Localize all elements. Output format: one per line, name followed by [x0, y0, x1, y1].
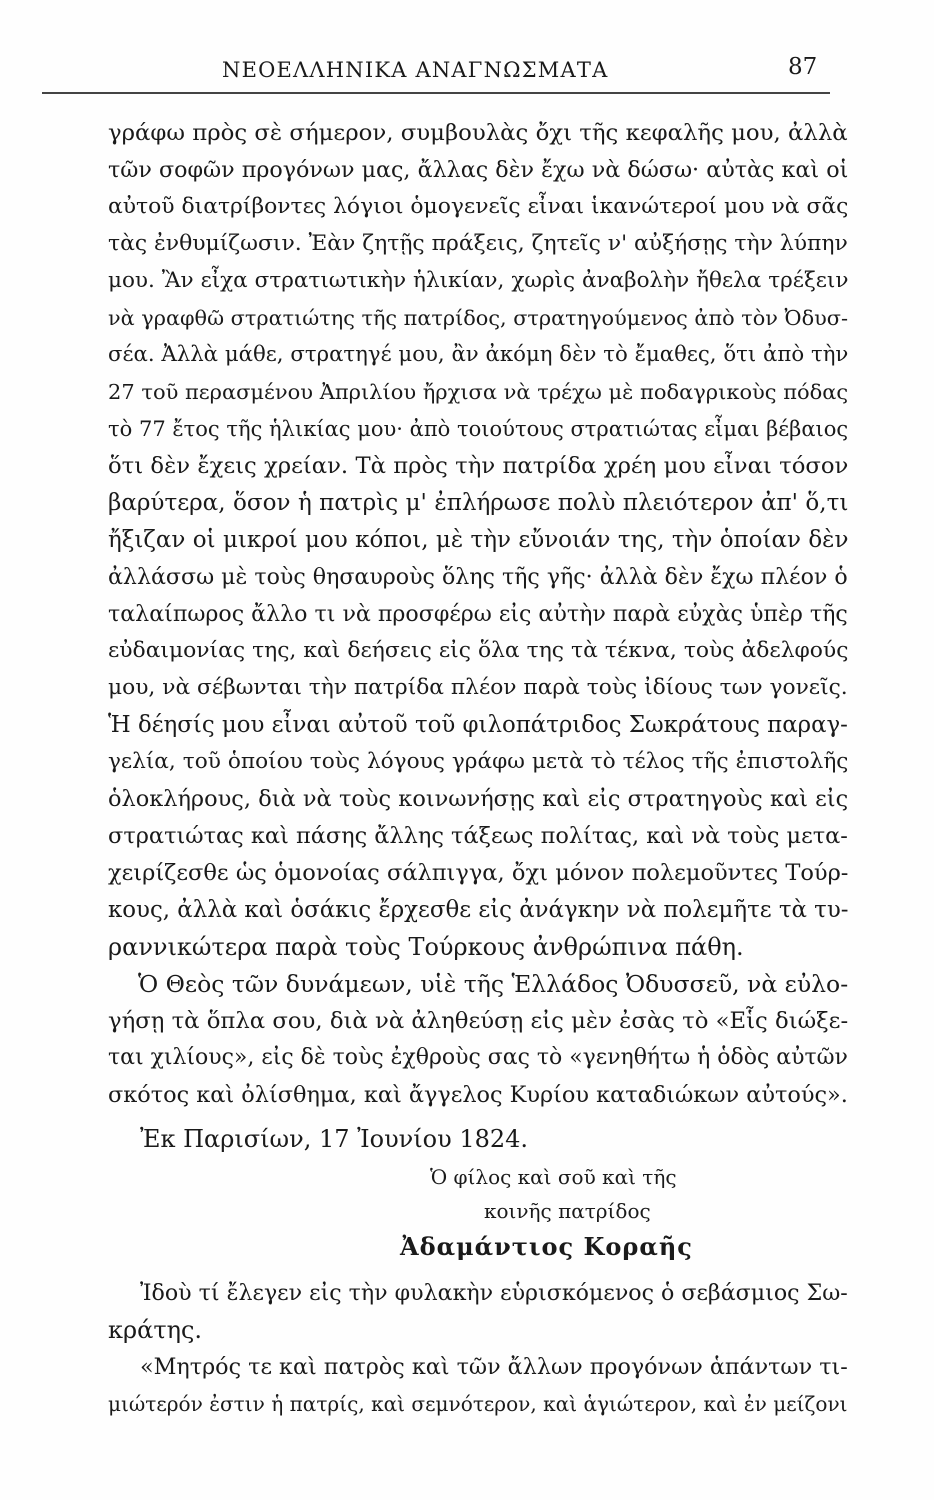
running-title: ΝΕΟΕΛΛΗΝΙΚΑ ΑΝΑΓΝΩΣΜΑΤΑ	[222, 58, 609, 82]
page-number: 87	[788, 54, 818, 80]
text-line: μου, νὰ σέβωνται τὴν πατρίδα πλέον παρὰ τοὺς ἰδίους των γονεῖς.	[108, 675, 848, 700]
text-line: Ἰδοὺ τί ἔλεγεν εἰς τὴν φυλακὴν εὑρισκόμενος ὁ σεβάσμιος Σω-	[140, 1280, 848, 1306]
text-line: Ἡ δέησίς μου εἶναι αὐτοῦ τοῦ φιλοπάτριδος Σωκράτους παραγ-	[108, 712, 848, 738]
text-line: ἤξιζαν οἱ μικροί μου κόποι, μὲ τὴν εὔνοιάν της, τὴν ὁποίαν δὲν	[108, 527, 849, 553]
text-line: σκότος καὶ ὀλίσθημα, καὶ ἄγγελος Κυρίου καταδιώκων αὐτούς».	[108, 1082, 848, 1108]
signature: Ἀδαμάντιος Κοραῆς	[400, 1232, 693, 1261]
header-rule	[42, 92, 830, 94]
text-line: Ὁ Θεὸς τῶν δυνάμεων, υἱὲ τῆς Ἑλλάδος Ὀδυσσεῦ, νὰ εὐλο-	[138, 970, 849, 998]
dateline: Ἐκ Παρισίων, 17 Ἰουνίου 1824.	[140, 1125, 529, 1153]
text-line: βαρύτερα, ὅσον ἡ πατρὶς μ' ἐπλήρωσε πολὺ πλειότερον ἀπ' ὅ,τι	[108, 490, 849, 516]
text-line: τὸ 77 ἔτος τῆς ἡλικίας μου· ἀπὸ τοιούτους στρατιώτας εἶμαι βέβαιος	[108, 416, 849, 441]
text-line: γελία, τοῦ ὁποίου τοὺς λόγους γράφω μετὰ τὸ τέλος τῆς ἐπιστολῆς	[108, 749, 849, 774]
closing-line: κοινῆς πατρίδος	[484, 1199, 651, 1223]
closing-line: Ὁ φίλος καὶ σοῦ καὶ τῆς	[430, 1165, 677, 1189]
text-line: ὅτι δὲν ἔχεις χρείαν. Τὰ πρὸς τὴν πατρίδα χρέη μου εἶναι τόσον	[108, 453, 849, 479]
text-line: ταλαίπωρος ἄλλο τι νὰ προσφέρω εἰς αὐτὴν παρὰ εὐχὰς ὑπὲρ τῆς	[108, 601, 848, 627]
text-line: κράτης.	[108, 1316, 203, 1344]
text-line: ται χιλίους», εἰς δὲ τοὺς ἐχθροὺς σας τὸ «γενηθήτω ἡ ὁδὸς αὐτῶν	[108, 1045, 848, 1070]
text-line: ὁλοκλήρους, διὰ νὰ τοὺς κοινωνήσῃς καὶ εἰς στρατηγοὺς καὶ εἰς	[108, 786, 849, 812]
text-line: κους, ἀλλὰ καὶ ὁσάκις ἔρχεσθε εἰς ἀνάγκην νὰ πολεμῆτε τὰ τυ-	[108, 897, 849, 923]
text-line: χειρίζεσθε ὡς ὁμονοίας σάλπιγγα, ὄχι μόνον πολεμοῦντες Τούρ-	[108, 860, 849, 886]
text-line: εὐδαιμονίας της, καὶ δεήσεις εἰς ὅλα της τὰ τέκνα, τοὺς ἀδελφούς	[108, 638, 849, 663]
text-line: νὰ γραφθῶ στρατιώτης τῆς πατρίδος, στρατηγούμενος ἀπὸ τὸν Ὀδυσ-	[108, 306, 848, 330]
text-line: «Μητρός τε καὶ πατρὸς καὶ τῶν ἄλλων προγόνων ἁπάντων τι-	[140, 1354, 848, 1380]
text-line: τὰς ἐνθυμίζωσιν. Ἐὰν ζητῇς πράξεις, ζητεῖς ν' αὐξήσῃς τὴν λύπην	[108, 231, 848, 256]
text-line: αὐτοῦ διατρίβοντες λόγιοι ὁμογενεῖς εἶναι ἱκανώτεροί μου νὰ σᾶς	[108, 194, 849, 219]
text-line: στρατιώτας καὶ πάσης ἄλλης τάξεως πολίτας, καὶ νὰ τοὺς μετα-	[108, 823, 848, 849]
text-line: τῶν σοφῶν προγόνων μας, ἄλλας δὲν ἔχω νὰ δώσω· αὐτὰς καὶ οἱ	[108, 157, 849, 183]
running-header	[0, 50, 934, 90]
text-line: γήσῃ τὰ ὅπλα σου, διὰ νὰ ἀληθεύσῃ εἰς μὲν ἐσὰς τὸ «Εἷς διώξε-	[108, 1008, 849, 1034]
text-line: γράφω πρὸς σὲ σήμερον, συμβουλὰς ὄχι τῆς κεφαλῆς μου, ἀλλὰ	[108, 120, 848, 146]
text-line: σέα. Ἀλλὰ μάθε, στρατηγέ μου, ἂν ἀκόμη δὲν τὸ ἔμαθες, ὅτι ἀπὸ τὴν	[108, 342, 849, 367]
text-line: ραννικώτερα παρὰ τοὺς Τούρκους ἀνθρώπινα πάθη.	[108, 933, 744, 961]
text-line: μιώτερόν ἐστιν ἡ πατρίς, καὶ σεμνότερον, καὶ ἁγιώτερον, καὶ ἐν μείζονι	[108, 1392, 848, 1416]
text-line: ἀλλάσσω μὲ τοὺς θησαυροὺς ὅλης τῆς γῆς· ἀλλὰ δὲν ἔχω πλέον ὁ	[108, 564, 848, 590]
text-line: μου. Ἂν εἶχα στρατιωτικὴν ἡλικίαν, χωρὶς ἀναβολὴν ἤθελα τρέξειν	[108, 268, 849, 293]
text-line: 27 τοῦ περασμένου Ἀπριλίου ἤρχισα νὰ τρέχω μὲ ποδαγρικοὺς πόδας	[108, 380, 849, 404]
